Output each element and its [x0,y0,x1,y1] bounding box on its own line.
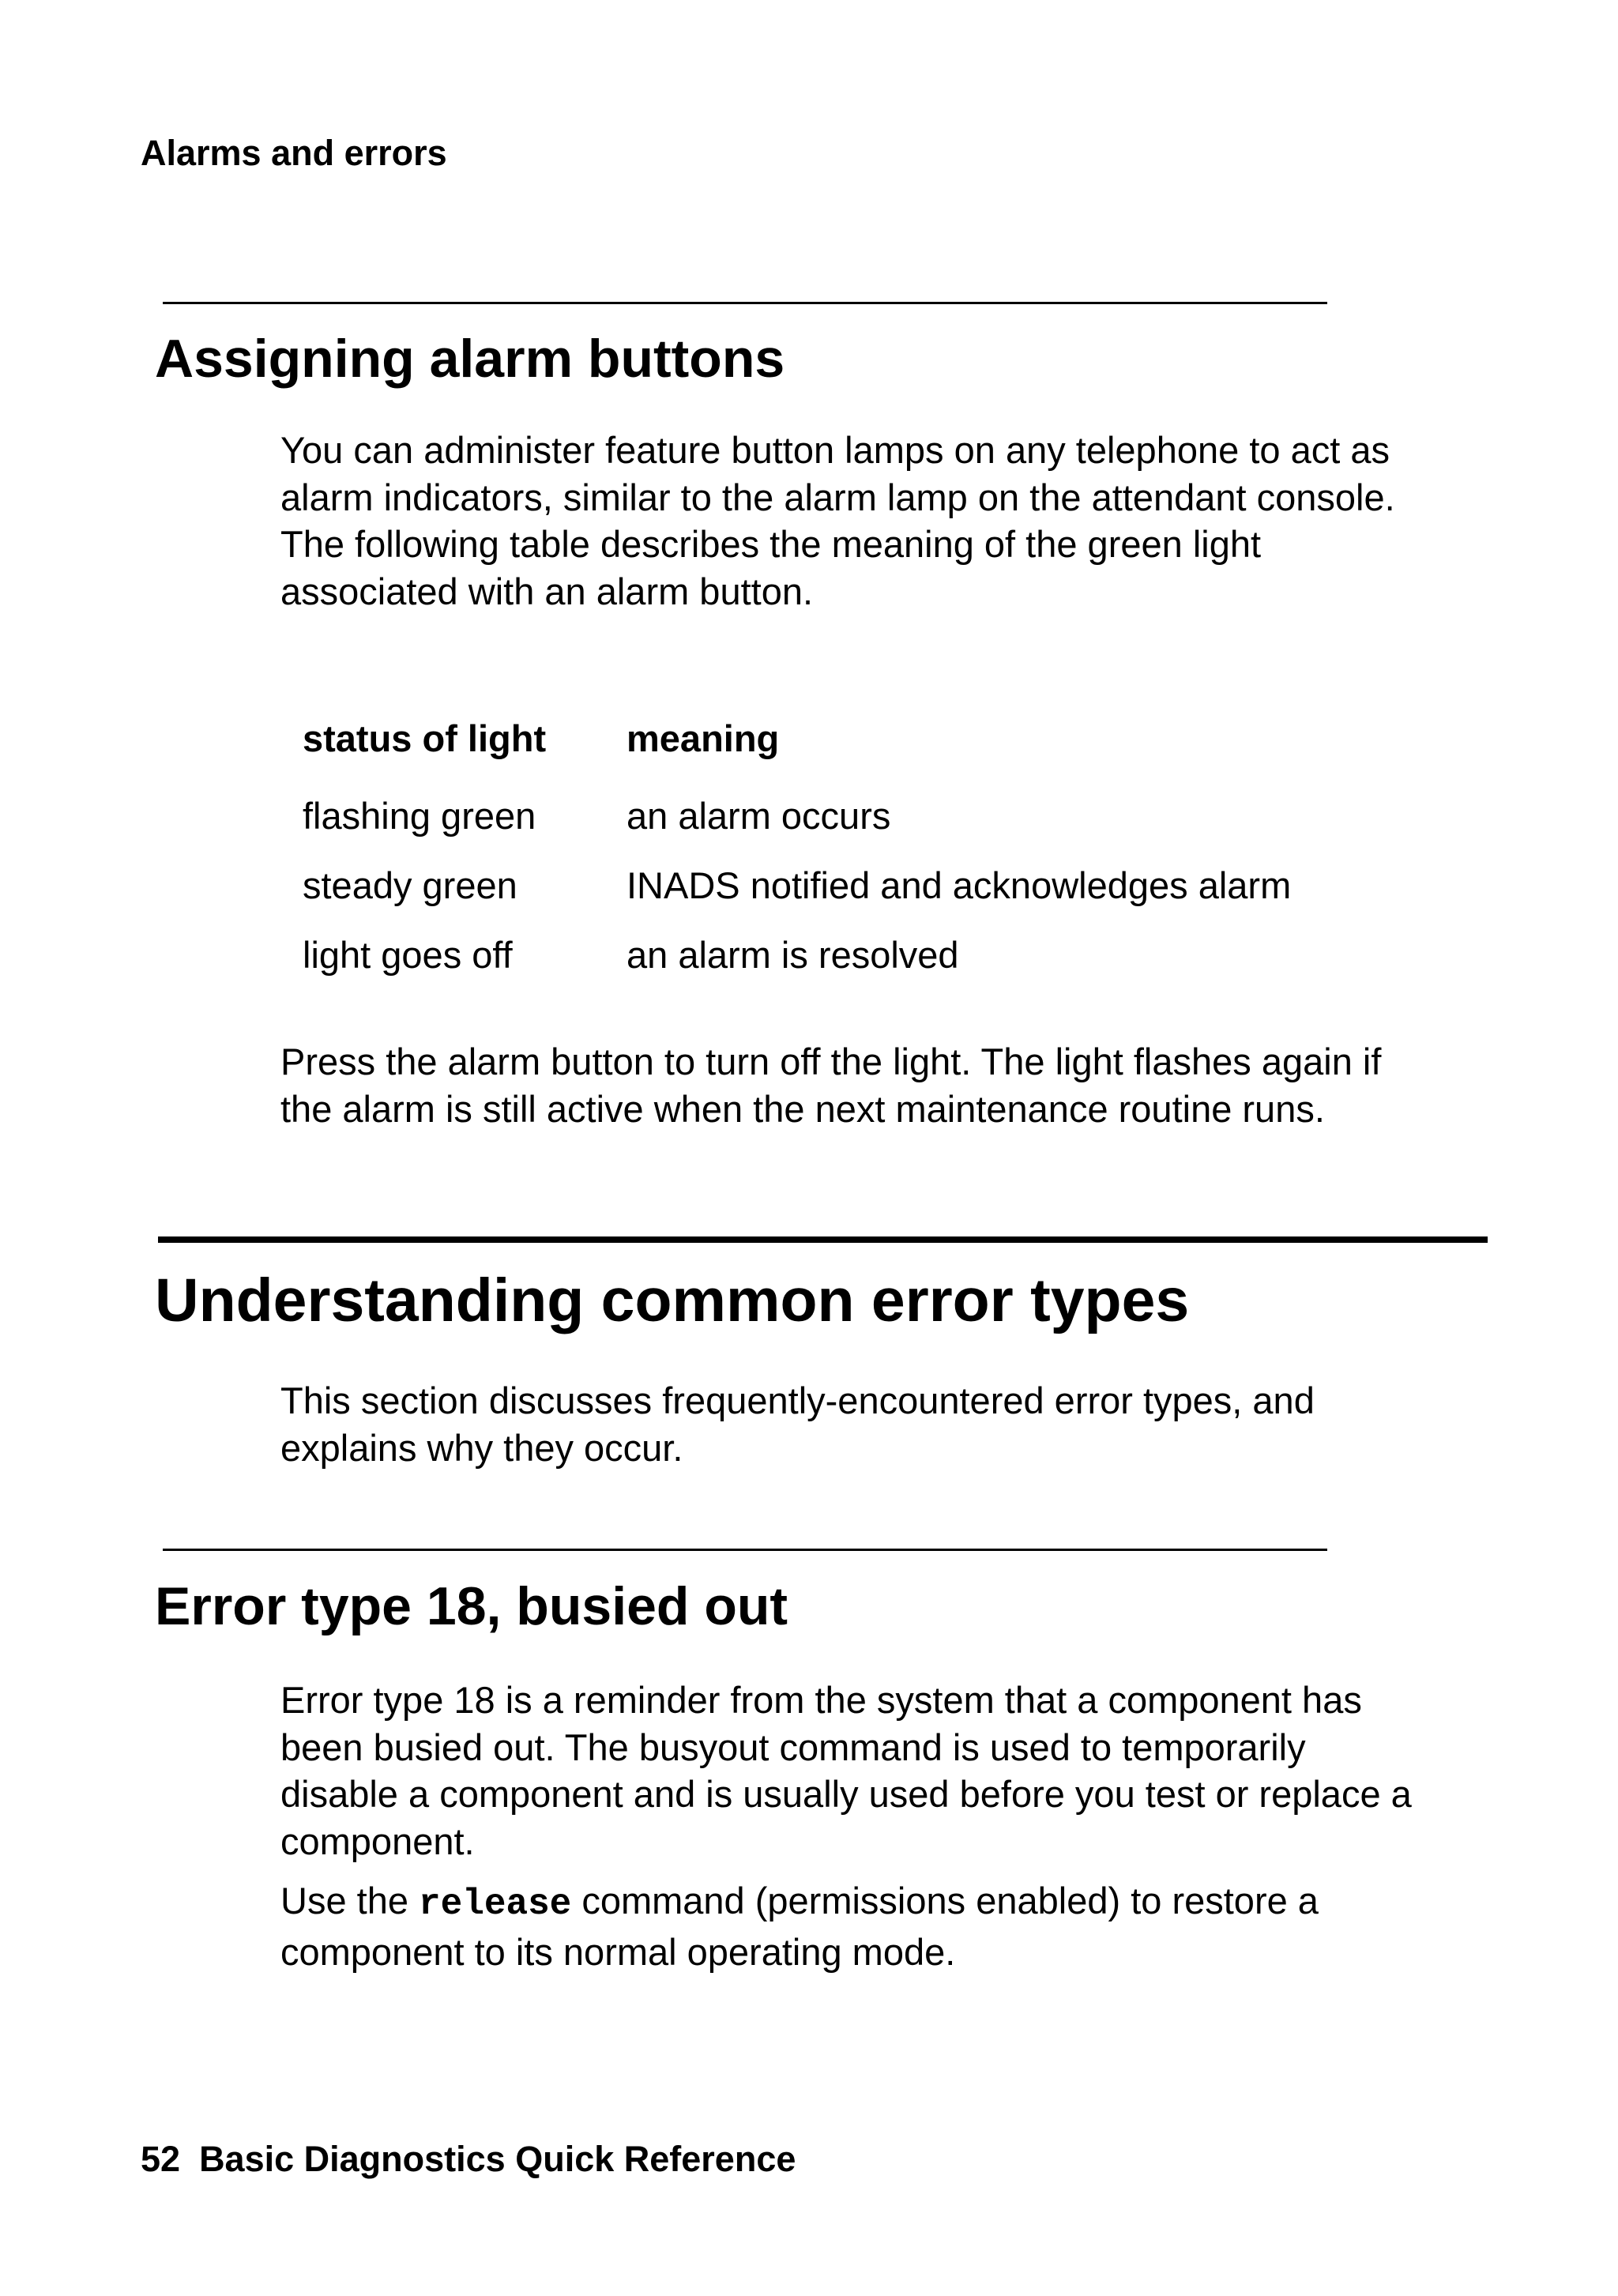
text-line: You can administer feature button lamps on any telephone to act as [280,429,1390,471]
section-heading-assigning-alarm-buttons: Assigning alarm buttons [155,329,785,389]
book-title: Basic Diagnostics Quick Reference [199,2139,796,2179]
section3-paragraph-2 [280,1877,1473,1975]
table-cell-meaning: an alarm is resolved [627,934,959,976]
table-cell-status: flashing green [303,795,536,837]
text-line: the alarm is still active when the next maintenance routine runs. [280,1087,1325,1130]
text-line: Press the alarm button to turn off the light. The light flashes again if [280,1041,1382,1082]
text-line [280,1877,1473,1929]
text-line: disable a component and is usually used before you test or replace a [280,1773,1412,1815]
section1-intro-paragraph [280,427,1473,615]
section1-after-paragraph [280,1038,1473,1132]
table-row [303,933,1409,981]
text-run: Use the [280,1880,420,1921]
table-cell-status: steady green [303,864,517,906]
table-header-status: status of light [303,717,547,759]
chapter-divider [158,1236,1488,1243]
section-divider [163,302,1327,304]
table-cell-status: light goes off [303,934,513,976]
text-line: alarm indicators, similar to the alarm lamp on the attendant console. [280,476,1395,518]
table-cell-meaning: an alarm occurs [627,795,891,837]
section-divider [163,1549,1327,1551]
table-header-meaning: meaning [627,717,780,759]
text-run: command (permissions enabled) to restore a [571,1880,1319,1921]
table-header-row [303,717,1409,764]
table-row [303,794,1409,841]
table-cell-meaning: INADS notified and acknowledges alarm [627,864,1292,906]
section-heading-error-type-18: Error type 18, busied out [155,1576,788,1636]
text-line: component to its normal operating mode. [280,1930,956,1973]
running-header: Alarms and errors [141,133,447,173]
text-line: The following table describes the meaning of the green light [280,523,1262,565]
table-row [303,864,1409,911]
section2-intro-paragraph [280,1377,1473,1471]
release-command: release [419,1884,572,1925]
text-line: associated with an alarm button. [280,570,814,612]
chapter-heading-understanding-error-types: Understanding common error types [155,1267,1190,1334]
text-line: explains why they occur. [280,1426,683,1469]
page-footer [141,2137,796,2181]
text-line: This section discusses frequently-encountered error types, and [280,1379,1315,1421]
text-line: been busied out. The busyout command is used to temporarily [280,1726,1306,1768]
section3-paragraph-1 [280,1677,1473,1865]
text-line: component. [280,1820,475,1862]
text-line: Error type 18 is a reminder from the system that a component has [280,1679,1362,1721]
page-number: 52 [141,2139,181,2179]
